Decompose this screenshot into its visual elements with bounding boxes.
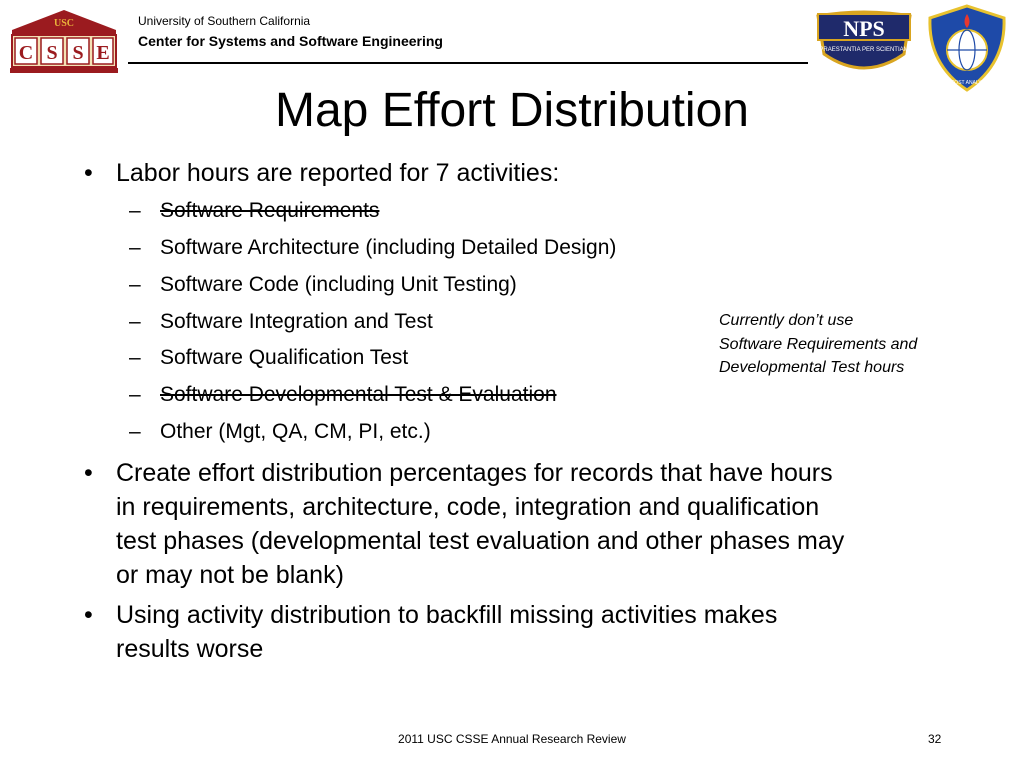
bullet-line: Create effort distribution percentages for records that have hours — [116, 459, 833, 487]
sub-item-software-requirements: Software Requirements — [160, 199, 380, 222]
note-line: Software Requirements and — [719, 335, 918, 353]
usc-csse-logo — [8, 8, 120, 76]
svg-text:USC: USC — [53, 18, 75, 29]
bullet-marker: • — [84, 459, 93, 487]
dash-marker: – — [129, 273, 141, 296]
af-cost-analysis-agency-logo — [924, 4, 1010, 92]
footer-text: 2011 USC CSSE Annual Research Review — [398, 732, 626, 746]
svg-text:AIR FORCE COST ANALYSIS AGENCY: AIR FORCE COST ANALYSIS AGENCY — [924, 80, 1010, 86]
dash-marker: – — [129, 310, 141, 333]
svg-text:S: S — [72, 42, 84, 64]
note-line: Developmental Test hours — [719, 359, 905, 376]
svg-text:S: S — [46, 42, 58, 64]
sub-item-software-qualification: Software Qualification Test — [160, 346, 409, 369]
sub-item-software-developmental-test: Software Developmental Test & Evaluation — [160, 383, 557, 406]
bullet-line: results worse — [116, 635, 264, 663]
dash-marker: – — [129, 346, 141, 369]
svg-text:PRAESTANTIA PER SCIENTIAM: PRAESTANTIA PER SCIENTIAM — [819, 47, 909, 53]
nps-logo — [812, 6, 916, 82]
bullet-effort-distribution-text — [116, 456, 844, 592]
bullet-backfill-text — [116, 598, 777, 666]
sub-item-software-architecture: Software Architecture (including Detailed Design) — [160, 236, 617, 259]
page-number: 32 — [928, 732, 942, 746]
header-divider — [128, 62, 808, 64]
sub-item-software-code: Software Code (including Unit Testing) — [160, 273, 517, 296]
slide-title: Map Effort Distribution — [275, 84, 749, 137]
bullet-marker: • — [84, 159, 93, 187]
bullet-marker: • — [84, 601, 93, 629]
svg-text:NPS: NPS — [843, 16, 885, 41]
bullet-line: in requirements, architecture, code, integration and qualification — [116, 493, 820, 521]
org-center-name: Center for Systems and Software Engineering — [138, 33, 443, 49]
bullet-activities-text: Labor hours are reported for 7 activities: — [116, 159, 560, 187]
svg-text:C: C — [18, 42, 34, 64]
sub-item-other: Other (Mgt, QA, CM, PI, etc.) — [160, 420, 431, 443]
dash-marker: – — [129, 420, 141, 443]
side-note — [719, 309, 1009, 380]
bullet-line: Using activity distribution to backfill missing activities makes — [116, 601, 778, 629]
bullet-line: test phases (developmental test evaluation and other phases may — [116, 527, 845, 555]
dash-marker: – — [129, 236, 141, 259]
dash-marker: – — [129, 383, 141, 406]
sub-item-software-integration: Software Integration and Test — [160, 310, 433, 333]
svg-text:E: E — [96, 42, 110, 64]
dash-marker: – — [129, 199, 141, 222]
note-line: Currently don’t use — [719, 312, 854, 329]
bullet-line: or may not be blank) — [116, 561, 344, 589]
org-university-name: University of Southern California — [138, 14, 311, 28]
